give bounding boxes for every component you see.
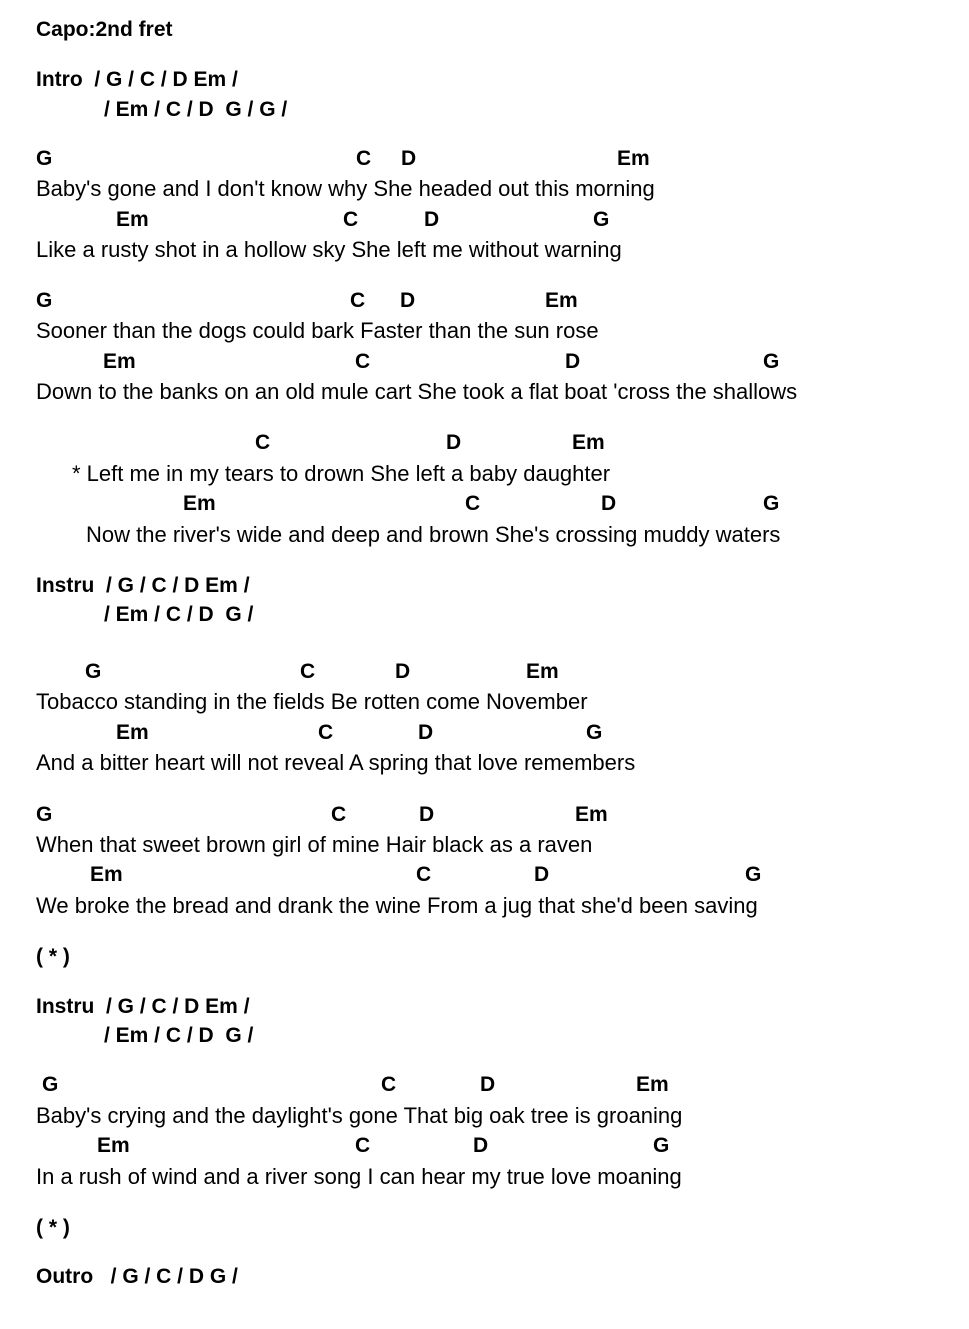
chorus-reference: ( * )	[36, 1216, 70, 1239]
chord: Em	[116, 208, 149, 231]
chord: C	[318, 721, 334, 744]
chord: G	[36, 803, 53, 826]
chorus-lyric-line: Now the river's wide and deep and brown She's crossing muddy waters	[86, 522, 781, 547]
chord: C	[350, 289, 366, 312]
chord: Em	[545, 289, 578, 312]
lyric-line: Sooner than the dogs could bark Faster than the sun rose	[36, 318, 599, 343]
chord: G	[586, 721, 603, 744]
lyric-line: We broke the bread and drank the wine From a jug that she'd been saving	[36, 893, 758, 918]
intro-line-1: Intro / G / C / D Em /	[36, 68, 238, 91]
chord: Em	[116, 721, 149, 744]
chord: D	[534, 863, 550, 886]
chord: Em	[572, 431, 605, 454]
chord: Em	[97, 1134, 130, 1157]
chord: C	[465, 492, 481, 515]
chord: Em	[617, 147, 650, 170]
lyric-line: Baby's crying and the daylight's gone That big oak tree is groaning	[36, 1103, 683, 1128]
instru-line-2: / Em / C / D G /	[104, 1024, 254, 1047]
chord: G	[36, 289, 53, 312]
chord: G	[36, 147, 53, 170]
chord: D	[601, 492, 617, 515]
chord: G	[42, 1073, 59, 1096]
instru-line-1: Instru / G / C / D Em /	[36, 574, 250, 597]
chord: D	[400, 289, 416, 312]
chord: C	[381, 1073, 397, 1096]
lyric-line: Tobacco standing in the fields Be rotten come November	[36, 689, 588, 714]
instru-line-2: / Em / C / D G /	[104, 603, 254, 626]
lyric-line: When that sweet brown girl of mine Hair black as a raven	[36, 832, 593, 857]
instru-line-1: Instru / G / C / D Em /	[36, 995, 250, 1018]
lyric-line: Like a rusty shot in a hollow sky She left me without warning	[36, 237, 622, 262]
chord: C	[331, 803, 347, 826]
chord: D	[473, 1134, 489, 1157]
outro-line: Outro / G / C / D G /	[36, 1265, 238, 1288]
chord: C	[300, 660, 316, 683]
chord: G	[593, 208, 610, 231]
chord: G	[745, 863, 762, 886]
chord: D	[480, 1073, 496, 1096]
capo-note: Capo:2nd fret	[36, 18, 173, 41]
lyric-line: Down to the banks on an old mule cart She took a flat boat 'cross the shallows	[36, 379, 798, 404]
chord: D	[424, 208, 440, 231]
chord: Em	[575, 803, 608, 826]
chord: D	[419, 803, 435, 826]
chorus-reference: ( * )	[36, 945, 70, 968]
chord: D	[565, 350, 581, 373]
chord: G	[763, 492, 780, 515]
chord: Em	[103, 350, 136, 373]
chord: G	[85, 660, 102, 683]
chord: Em	[183, 492, 216, 515]
chord: C	[343, 208, 359, 231]
chord: C	[355, 350, 371, 373]
chord: D	[418, 721, 434, 744]
chord: Em	[526, 660, 559, 683]
lyric-line: In a rush of wind and a river song I can hear my true love moaning	[36, 1164, 682, 1189]
chord: Em	[636, 1073, 669, 1096]
chord: Em	[90, 863, 123, 886]
lyric-line: Baby's gone and I don't know why She headed out this morning	[36, 176, 655, 201]
chord: D	[395, 660, 411, 683]
chord: C	[255, 431, 271, 454]
chord: C	[355, 1134, 371, 1157]
chord: D	[401, 147, 417, 170]
chord: G	[653, 1134, 670, 1157]
lyric-line: And a bitter heart will not reveal A spring that love remembers	[36, 750, 636, 775]
chord: D	[446, 431, 462, 454]
chord: C	[356, 147, 372, 170]
intro-line-2: / Em / C / D G / G /	[104, 98, 288, 121]
chord: C	[416, 863, 432, 886]
chord: G	[763, 350, 780, 373]
chorus-lyric-line: * Left me in my tears to drown She left a baby daughter	[72, 461, 611, 486]
